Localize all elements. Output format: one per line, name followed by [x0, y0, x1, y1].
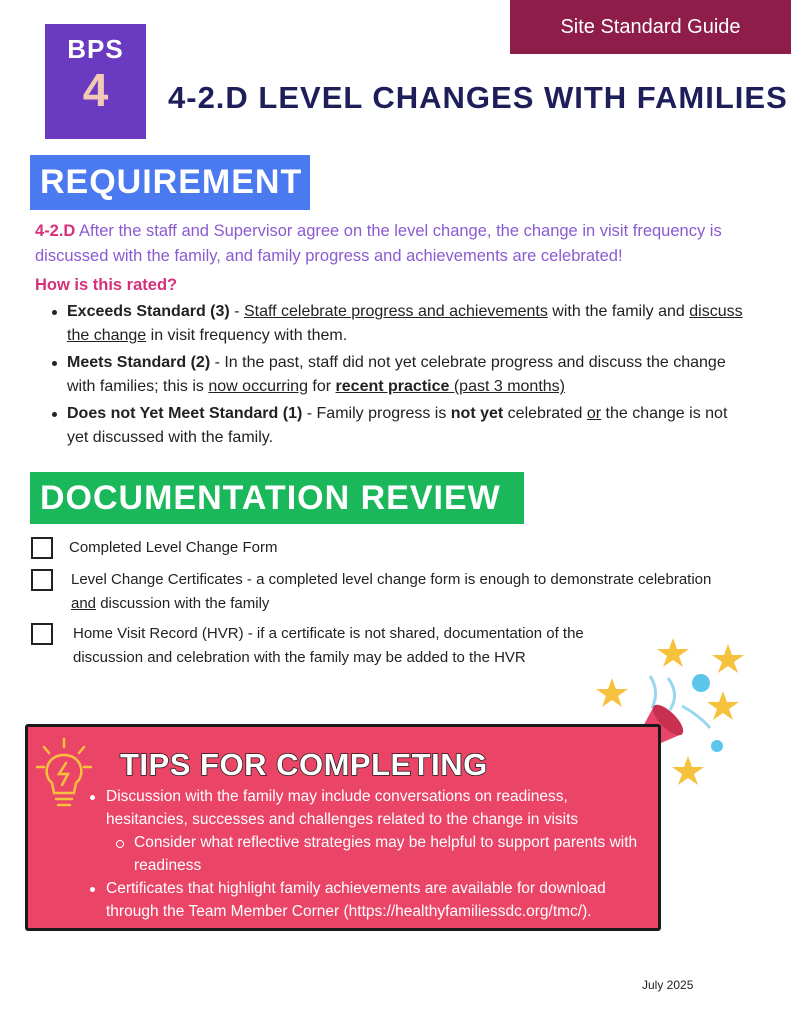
page-title: 4-2.D LEVEL CHANGES WITH FAMILIES — [168, 80, 788, 115]
rating-not-meet-t3: the change is not yet discussed with the family. — [67, 405, 728, 446]
requirement-heading: REQUIREMENT — [30, 155, 310, 210]
rating-exceeds-t1: with the family and — [547, 303, 690, 320]
rating-meets — [52, 351, 752, 399]
requirement-text — [35, 219, 770, 269]
rating-meets-t1: - In the past, staff did not yet celebrate progress and discuss the change with families; this is — [67, 354, 726, 395]
rating-not-meet-t2: celebrated — [503, 405, 587, 422]
doc-form-checkbox[interactable] — [31, 537, 53, 559]
doc-item-hvr — [31, 622, 641, 670]
tips-list — [96, 785, 646, 923]
rating-exceeds-label: Exceeds Standard (3) — [67, 303, 230, 320]
rating-not-meet — [52, 402, 752, 450]
badge-number: 4 — [82, 64, 109, 116]
requirement-code: 4-2.D — [35, 222, 76, 240]
doc-certificates-t2: discussion with the family — [96, 595, 270, 612]
site-standard-guide-tab: Site Standard Guide — [510, 0, 791, 54]
doc-hvr-checkbox[interactable] — [31, 623, 53, 645]
rating-not-meet-u1: or — [586, 405, 602, 422]
doc-hvr-text: Home Visit Record (HVR) - if a certificate is not shared, documentation of the discussion and celebration with the family may be added to the HVR — [73, 625, 584, 666]
doc-item-form — [31, 536, 731, 560]
tips-sub-list — [126, 831, 646, 877]
rating-not-meet-b1: not yet — [450, 405, 504, 422]
tips-heading: TIPS FOR COMPLETING — [120, 747, 488, 782]
tips-bullet-2: Certificates that highlight family achievements are available for download through the Team Member Corner (https://healthyfamiliessdc.org/tmc/). — [96, 877, 646, 923]
doc-certificates-u1: and — [71, 595, 97, 612]
lightbulb-icon — [36, 737, 92, 817]
rating-not-meet-t1: - Family progress is — [302, 405, 451, 422]
bps-badge — [45, 24, 146, 139]
rating-not-meet-label: Does not Yet Meet Standard (1) — [67, 405, 303, 422]
rating-meets-t2: for — [307, 378, 336, 395]
requirement-body: After the staff and Supervisor agree on the level change, the change in visit frequency is discussed with the family, and family progress and achievements are celebrated! — [35, 222, 722, 265]
rating-list — [52, 300, 752, 453]
documentation-heading: DOCUMENTATION REVIEW — [30, 472, 524, 524]
doc-certificates-checkbox[interactable] — [31, 569, 53, 591]
rating-exceeds-u1: Staff celebrate progress and achievements — [243, 303, 548, 320]
doc-certificates-text — [71, 568, 721, 616]
footer-date: July 2025 — [642, 978, 694, 992]
rating-meets-u2: recent practice — [335, 378, 450, 395]
rating-meets-u1: now occurring — [208, 378, 308, 395]
rating-exceeds-u2: discuss the change — [67, 303, 743, 344]
doc-certificates-t1: Level Change Certificates - a completed level change form is enough to demonstrate celebration — [71, 571, 712, 588]
rating-meets-label: Meets Standard (2) — [67, 354, 211, 371]
badge-label: BPS — [67, 34, 124, 64]
doc-item-certificates — [31, 568, 721, 616]
tips-box — [25, 724, 661, 931]
tips-sub-1: Consider what reflective strategies may be helpful to support parents with readiness — [126, 831, 646, 877]
rating-meets-u3: (past 3 months) — [449, 378, 565, 395]
rating-exceeds-t2: in visit frequency with them. — [146, 327, 348, 344]
doc-form-text: Completed Level Change Form — [69, 539, 278, 556]
rated-heading: How is this rated? — [35, 276, 178, 294]
rating-exceeds — [52, 300, 752, 348]
tips-bullet-1 — [96, 785, 646, 877]
rating-exceeds-dash: - — [229, 303, 244, 320]
tips-bullet-1-text: Discussion with the family may include conversations on readiness, hesitancies, successes and challenges related to the change in visits — [106, 788, 579, 828]
